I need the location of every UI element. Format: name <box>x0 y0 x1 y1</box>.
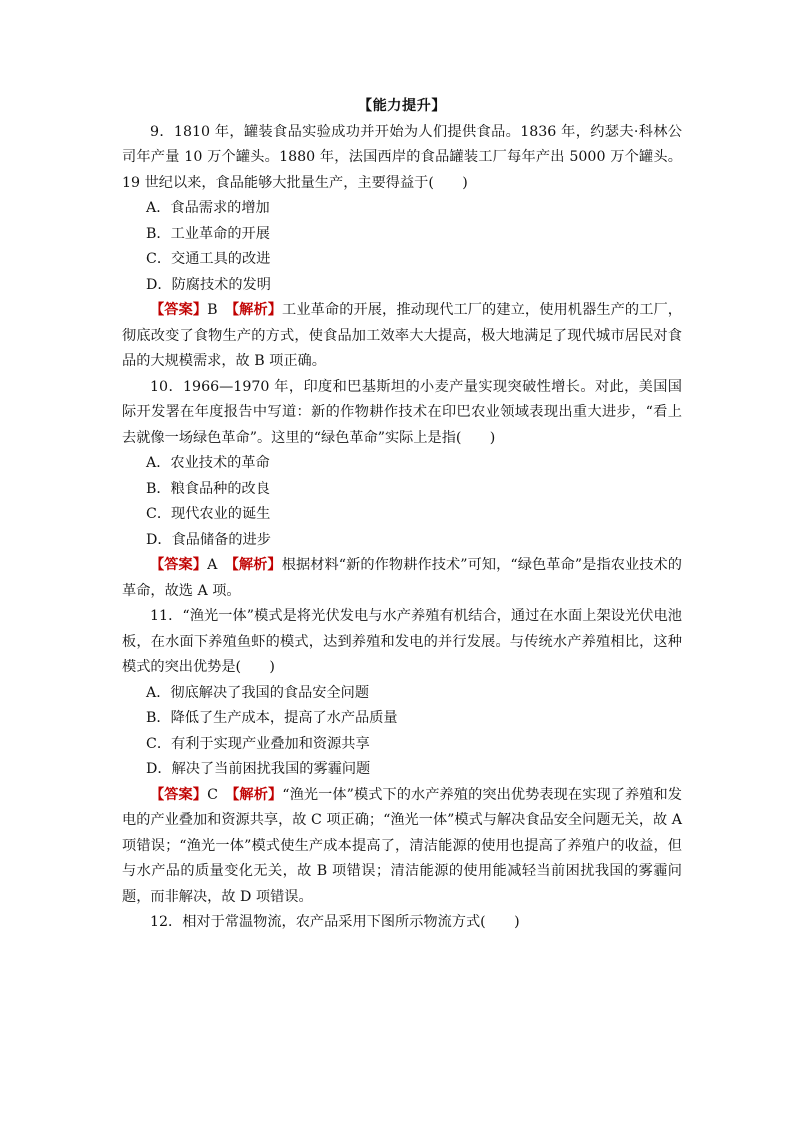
answer-block <box>122 783 682 911</box>
analysis-tag: 【解析】 <box>232 786 283 803</box>
answer-tag: 【答案】 <box>150 557 208 573</box>
document-page <box>122 94 682 936</box>
answer-block <box>122 298 682 375</box>
question-stem: 11．“渔光一体”模式是将光伏发电与水产养殖有机结合，通过在水面上架设光伏电池板，在水面下养殖鱼虾的模式，达到养殖和发电的并行发展。与传统水产养殖相比，这种模式的突出优势是( ) <box>122 608 682 675</box>
answer-value: C <box>207 786 218 803</box>
answer-tag: 【答案】 <box>150 786 208 803</box>
option-c: C．有利于实现产业叠加和资源共享 <box>146 735 370 752</box>
option-d: D．防腐技术的发明 <box>146 276 271 293</box>
analysis-tag: 【解析】 <box>231 302 283 318</box>
option-b: B．工业革命的开展 <box>146 225 270 242</box>
analysis-text: 根据材料“新的作物耕作技术”可知，“绿色革命”是指农业技术的革命，故选 A 项。 <box>122 557 682 599</box>
option-d: D．食品储备的进步 <box>146 531 271 548</box>
question-12 <box>122 910 682 936</box>
question-stem: 12．相对于常温物流，农产品采用下图所示物流方式( ) <box>150 914 520 930</box>
option-c: C．交通工具的改进 <box>146 251 271 267</box>
question-9 <box>122 120 682 375</box>
answer-tag: 【答案】 <box>150 302 208 318</box>
section-title: 【能力提升】 <box>357 98 447 114</box>
option-b: B．降低了生产成本，提高了水产品质量 <box>146 710 398 726</box>
option-d: D．解决了当前困扰我国的雾霾问题 <box>146 761 371 777</box>
question-stem: 9．1810 年，罐装食品实验成功并开始为人们提供食品。1836 年，约瑟夫·科林公司年产量 10 万个罐头。1880 年，法国西岸的食品罐装工厂每年产出 5000 万个罐头。19 世纪以来，食品能够大批量生产，主要得益于( ) <box>122 123 682 191</box>
analysis-tag: 【解析】 <box>231 557 282 573</box>
analysis-text: 工业革命的开展，推动现代工厂的建立，使用机器生产的工厂，彻底改变了食物生产的方式，使食品加工效率大大提高，极大地满足了现代城市居民对食品的大规模需求，故 B 项正确。 <box>122 302 682 369</box>
option-a: A．食品需求的增加 <box>146 200 270 216</box>
option-c: C．现代农业的诞生 <box>146 506 271 522</box>
answer-block <box>122 553 682 604</box>
question-10 <box>122 375 682 605</box>
analysis-text: “渔光一体”模式下的水产养殖的突出优势表现在实现了养殖和发电的产业叠加和资源共享，故 C 项正确；“渔光一体”模式与解决食品安全问题无关，故 A 项错误；“渔光一体”模式使生产成本提高了，清洁能源的使用也提高了养殖户的收益，但与水产品的质量变化无关，故 B 项错误；清洁能源的使用能减轻当前困扰我国的雾霾问题，而非解决，故 D 项错误。 <box>122 786 682 905</box>
answer-value: A <box>207 557 218 573</box>
question-stem: 10．1966—1970 年，印度和巴基斯坦的小麦产量实现突破性增长。对此，美国国际开发署在年度报告中写道：新的作物耕作技术在印巴农业领域表现出重大进步，“看上去就像一场绿色革命”。这里的“绿色革命”实际上是指( ) <box>122 378 682 446</box>
option-b: B．粮食品种的改良 <box>146 480 270 497</box>
option-a: A．彻底解决了我国的食品安全问题 <box>146 684 370 701</box>
question-11 <box>122 604 682 910</box>
answer-value: B <box>207 302 218 318</box>
option-a: A．农业技术的革命 <box>146 455 270 471</box>
